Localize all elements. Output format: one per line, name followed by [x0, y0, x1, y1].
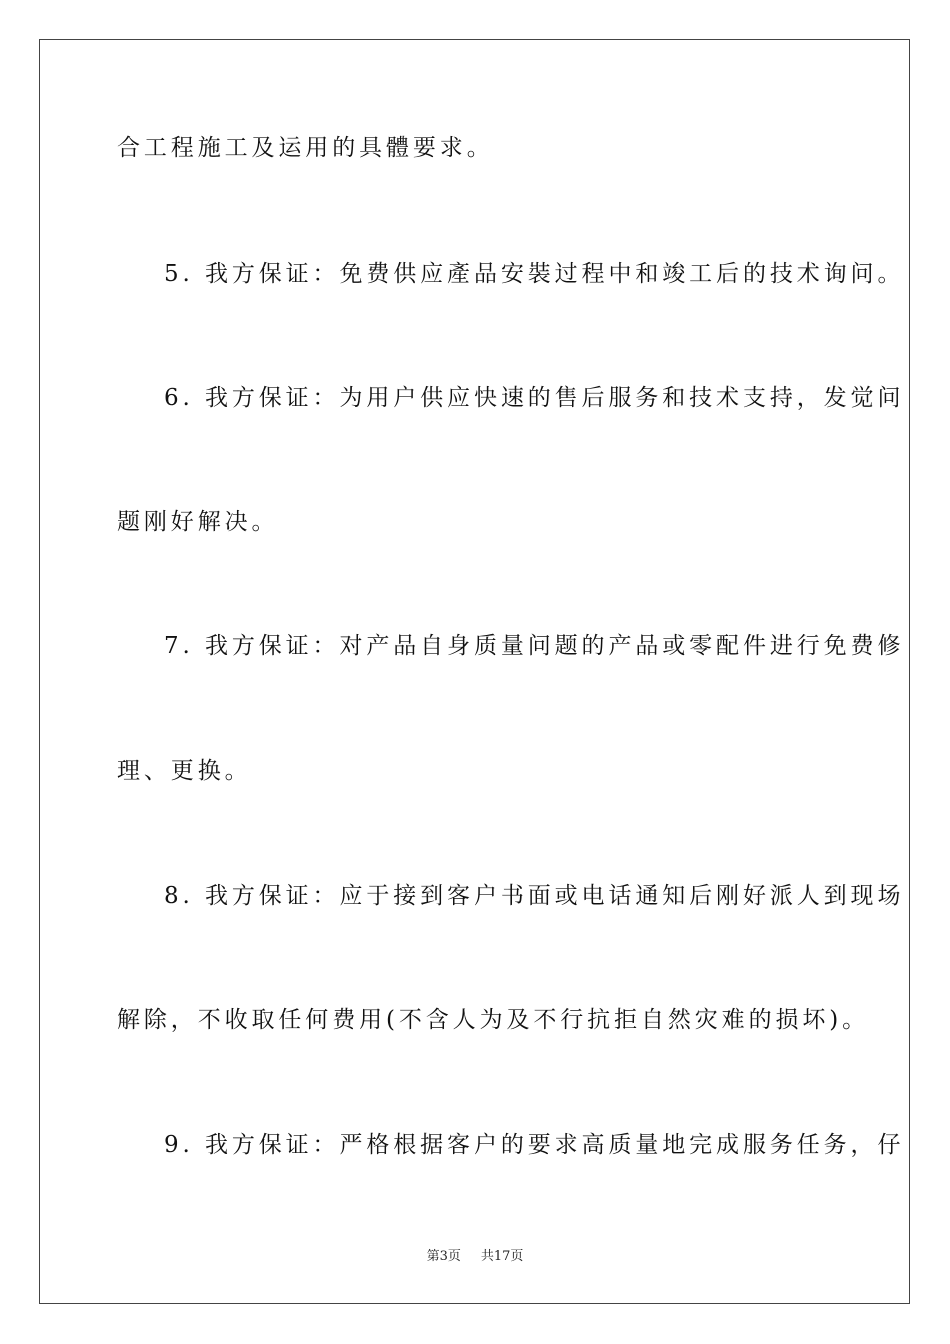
body-line: 合工程施工及运用的具體要求。	[117, 135, 494, 161]
page-border	[39, 39, 910, 1304]
body-line: 7. 我方保证：对产品自身质量问题的产品或零配件进行免费修	[164, 633, 905, 659]
body-line: 解除，不收取任何费用(不含人为及不行抗拒自然灾难的损坏)。	[117, 1007, 870, 1033]
body-line: 8. 我方保证：应于接到客户书面或电话通知后刚好派人到现场	[164, 883, 905, 909]
body-line: 题刚好解决。	[117, 509, 279, 535]
body-line: 9. 我方保证：严格根据客户的要求高质量地完成服务任务，仔	[164, 1132, 905, 1158]
page-number: 第3页	[426, 1249, 461, 1264]
body-line: 6. 我方保证：为用户供应快速的售后服务和技术支持，发觉问	[164, 385, 905, 411]
page-total: 共17页	[480, 1249, 524, 1264]
body-line: 理、更换。	[117, 758, 252, 784]
page-footer	[0, 1248, 950, 1266]
body-line: 5. 我方保证：免费供应產品安裝过程中和竣工后的技术询问。	[164, 261, 905, 287]
